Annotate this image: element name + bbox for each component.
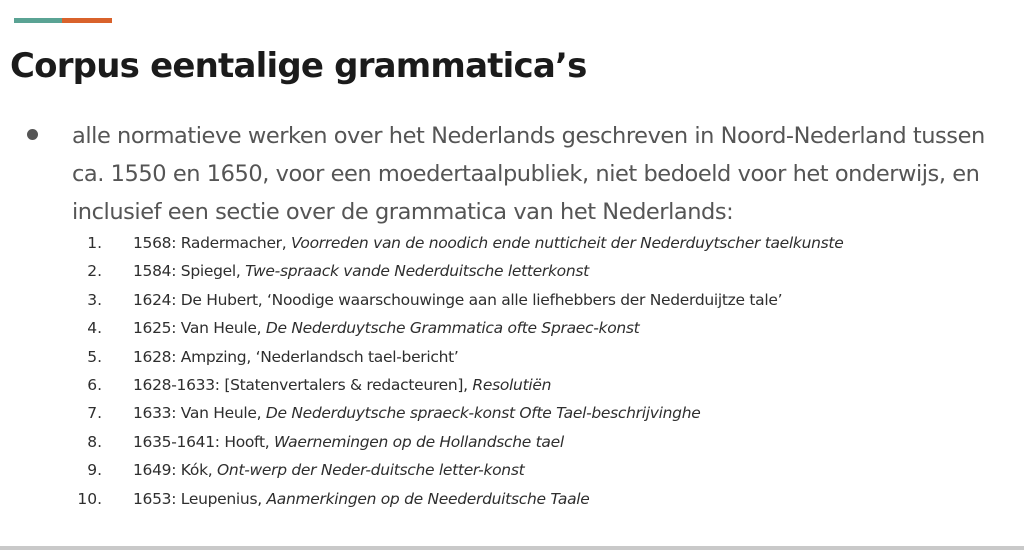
source-title: Waernemingen op de Hollandsche tael xyxy=(273,432,564,451)
source-entry xyxy=(133,374,551,396)
source-title: Aanmerkingen op de Neederduitsche Taale xyxy=(266,489,590,508)
source-prefix: 1633: Van Heule, xyxy=(133,404,266,423)
source-number: 7. xyxy=(87,404,102,423)
source-prefix: 1584: Spiegel, xyxy=(133,262,246,281)
source-entry xyxy=(133,289,782,311)
source-entry xyxy=(133,260,589,282)
accent-teal-segment xyxy=(14,18,62,23)
source-entry xyxy=(133,346,459,368)
source-title: Resolutiën xyxy=(472,375,552,394)
source-entry xyxy=(133,431,564,453)
source-number: 1. xyxy=(87,234,102,252)
source-title: Voorreden van de noodich ende nutticheit der Nederduytscher taelkunste xyxy=(291,234,844,252)
slide-title: Corpus eentalige grammatica’s xyxy=(10,46,587,86)
source-number: 2. xyxy=(87,262,102,281)
source-number: 6. xyxy=(87,375,102,394)
source-prefix: 1653: Leupenius, xyxy=(133,489,267,508)
source-prefix: 1635-1641: Hooft, xyxy=(133,432,274,451)
source-title: Twe-spraack vande Nederduitsche letterkonst xyxy=(245,262,589,281)
source-title: De Nederduytsche spraeck-konst Ofte Tael-beschrijvinghe xyxy=(265,404,701,423)
accent-orange-segment xyxy=(62,18,112,23)
source-prefix: 1625: Van Heule, xyxy=(133,319,266,338)
bullet-dot-icon xyxy=(27,129,38,140)
source-prefix: 1628-1633: [Statenvertalers & redacteuren], xyxy=(133,375,473,394)
source-title: Ont-werp der Neder-duitsche letter-konst xyxy=(217,461,525,480)
source-number: 8. xyxy=(87,432,102,451)
title-accent-bar xyxy=(14,18,112,23)
bullet-text: alle normatieve werken over het Nederlands geschreven in Noord-Nederland tussen ca. 1550 en 1650, voor een moedertaalpubliek, niet bedoeld voor het onderwijs, en inclusief een sectie over de grammatica van het Nederlands: xyxy=(72,123,985,225)
source-entry xyxy=(133,488,590,510)
source-entry xyxy=(133,232,843,254)
source-entry xyxy=(133,402,700,424)
source-prefix: 1624: De Hubert, ‘Noodige waarschouwinge aan alle liefhebbers der Nederduijtze tale’ xyxy=(133,290,783,309)
source-number: 4. xyxy=(87,319,102,338)
bottom-divider xyxy=(0,546,1024,550)
source-prefix: 1568: Radermacher, xyxy=(133,234,292,252)
source-entry xyxy=(133,317,639,339)
source-number: 9. xyxy=(87,461,102,480)
source-title: De Nederduytsche Grammatica ofte Spraec-konst xyxy=(265,319,640,338)
source-prefix: 1628: Ampzing, ‘Nederlandsch tael-bericht’ xyxy=(133,347,459,366)
source-number: 10. xyxy=(77,489,102,508)
source-prefix: 1649: Kók, xyxy=(133,461,218,480)
source-number: 3. xyxy=(87,290,102,309)
source-number: 5. xyxy=(87,347,102,366)
source-entry xyxy=(133,459,524,481)
